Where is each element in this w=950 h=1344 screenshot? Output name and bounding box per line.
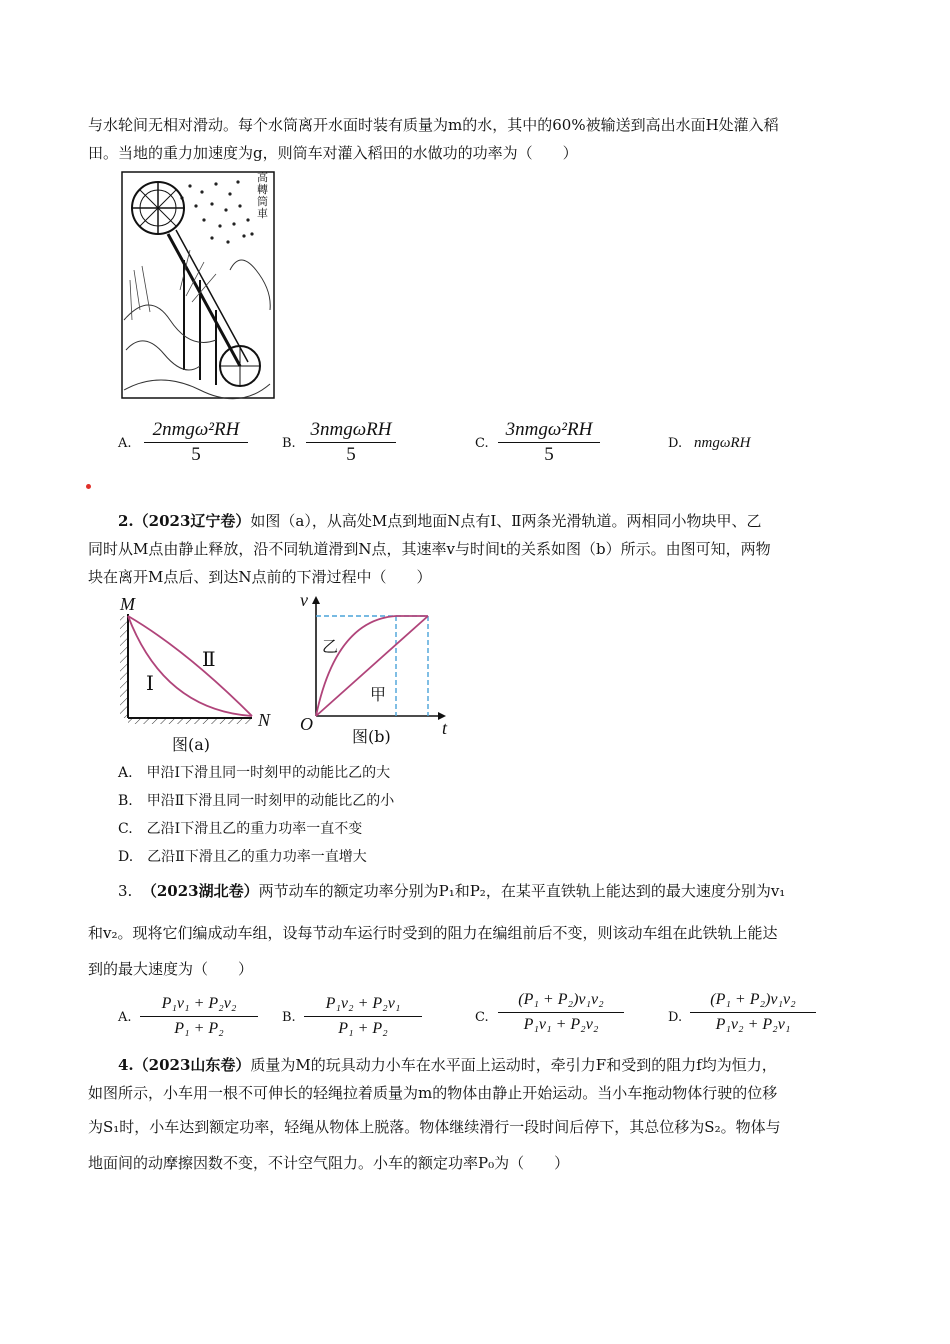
q2-text-line2: 同时从M点由静止释放，沿不同轨道滑到N点，其速率v与时间t的关系如图（b）所示。由图可知，两物 bbox=[88, 540, 771, 558]
q2-option-c: C. 乙沿Ⅰ下滑且乙的重力功率一直不变 bbox=[118, 821, 363, 837]
q2-text-line1: 2.（2023辽宁卷）如图（a），从高处M点到地面N点有Ⅰ、Ⅱ两条光滑轨道。两相同小物块甲、乙 bbox=[118, 512, 762, 530]
q4-source-tag: 4.（2023山东卷） bbox=[118, 1056, 251, 1074]
fig-b-caption: 图(b) bbox=[352, 727, 391, 746]
illustration-caption: 高轉筒車 bbox=[257, 171, 268, 220]
q3-option-c-label: C. bbox=[475, 1010, 489, 1025]
q1-option-c-denominator: 5 bbox=[544, 444, 554, 465]
q3-option-c-numerator: (P₁ + P₂)v₁v₂ bbox=[518, 991, 604, 1008]
q4-text-line1: 4.（2023山东卷）质量为M的玩具动力小车在水平面上运动时，牵引力F和受到的阻力f均为恒力， bbox=[118, 1056, 777, 1074]
q3-option-d-label: D. bbox=[668, 1010, 683, 1025]
figure-a-tracks bbox=[116, 590, 286, 756]
q3-source-tag: （2023湖北卷） bbox=[141, 882, 259, 900]
fig-a-track-i-label: Ⅰ bbox=[146, 671, 154, 695]
fig-b-axis-v: v bbox=[300, 590, 308, 610]
fig-a-label-n: N bbox=[258, 710, 271, 730]
q3-text-line3: 到的最大速度为（ ） bbox=[88, 960, 254, 978]
q1-option-a-numerator: 2nmgω²RH bbox=[152, 419, 240, 440]
figure-b-vt-graph bbox=[296, 590, 456, 756]
fig-b-origin: O bbox=[300, 714, 313, 734]
q3-text-line2: 和v₂。现将它们编成动车组，设每节动车运行时受到的阻力在编组前后不变，则该动车组在此铁轨上能达 bbox=[88, 924, 778, 942]
waterwheel-illustration bbox=[120, 170, 276, 400]
q2-option-b: B. 甲沿Ⅱ下滑且同一时刻甲的动能比乙的小 bbox=[118, 793, 395, 809]
q1-text-line2: 田。当地的重力加速度为g，则筒车对灌入稻田的水做功的功率为（ ） bbox=[88, 144, 578, 162]
q4-text-line3: 为S₁时，小车达到额定功率，轻绳从物体上脱落。物体继续滑行一段时间后停下，其总位移为S₂。物体与 bbox=[88, 1118, 781, 1136]
q4-text-line4: 地面间的动摩擦因数不变，不计空气阻力。小车的额定功率P₀为（ ） bbox=[88, 1154, 570, 1172]
q3-option-b-label: B. bbox=[282, 1010, 296, 1025]
q3-option-a-denominator: P₁ + P₂ bbox=[174, 1020, 224, 1037]
q3-option-a-fraction bbox=[140, 992, 258, 1041]
q4-text-line2: 如图所示，小车用一根不可伸长的轻绳拉着质量为m的物体由静止开始运动。当小车拖动物体行驶的位移 bbox=[88, 1084, 778, 1102]
q1-option-a-fraction bbox=[144, 418, 248, 467]
q3-option-c-denominator: P₁v₁ + P₂v₂ bbox=[523, 1016, 599, 1033]
q1-text-line1: 与水轮间无相对滑动。每个水筒离开水面时装有质量为m的水，其中的60%被输送到高出水面H处灌入稻 bbox=[88, 116, 779, 134]
q3-option-a-numerator: P₁v₁ + P₂v₂ bbox=[161, 995, 237, 1012]
fig-a-track-ii-label: Ⅱ bbox=[202, 647, 216, 671]
q3-option-d-fraction bbox=[690, 988, 816, 1037]
q3-option-c-fraction bbox=[498, 988, 624, 1037]
fig-a-caption: 图(a) bbox=[172, 735, 211, 754]
q3-option-d-numerator: (P₁ + P₂)v₁v₂ bbox=[710, 991, 796, 1008]
fig-b-label-jia: 甲 bbox=[370, 685, 387, 704]
q3-option-d-denominator: P₁v₂ + P₂v₁ bbox=[715, 1016, 791, 1033]
fig-a-label-m: M bbox=[120, 594, 135, 614]
fig-b-label-yi: 乙 bbox=[322, 637, 339, 656]
fig-b-axis-t: t bbox=[442, 718, 448, 738]
q1-option-c-numerator: 3nmgω²RH bbox=[505, 419, 593, 440]
q1-option-a-denominator: 5 bbox=[191, 444, 201, 465]
q1-option-a-label: A. bbox=[118, 436, 132, 451]
q2-option-d: D. 乙沿Ⅱ下滑且乙的重力功率一直增大 bbox=[118, 849, 367, 865]
q2-option-a: A. 甲沿Ⅰ下滑且同一时刻甲的动能比乙的大 bbox=[118, 765, 391, 781]
q3-option-b-denominator: P₁ + P₂ bbox=[338, 1020, 388, 1037]
q1-option-b-fraction bbox=[306, 418, 396, 467]
q1-option-c-fraction bbox=[498, 418, 600, 467]
q1-option-b-label: B. bbox=[282, 436, 296, 451]
q2-source-tag: 2.（2023辽宁卷） bbox=[118, 512, 251, 530]
q1-option-d-label: D. bbox=[668, 436, 683, 451]
q3-option-a-label: A. bbox=[118, 1010, 132, 1025]
q3-option-b-fraction bbox=[304, 992, 422, 1041]
q3-text-line1: 3. （2023湖北卷）两节动车的额定功率分别为P₁和P₂，在某平直铁轨上能达到的最大速度分别为v₁ bbox=[118, 882, 786, 900]
q2-text-line3: 块在离开M点后、到达N点前的下滑过程中（ ） bbox=[88, 568, 432, 586]
q1-option-d-text: nmgωRH bbox=[694, 435, 751, 451]
red-dot-mark bbox=[86, 484, 91, 489]
q3-option-b-numerator: P₁v₂ + P₂v₁ bbox=[325, 995, 401, 1012]
q1-option-b-denominator: 5 bbox=[346, 444, 356, 465]
q1-option-c-label: C. bbox=[475, 436, 489, 451]
q1-option-b-numerator: 3nmgωRH bbox=[310, 419, 392, 440]
